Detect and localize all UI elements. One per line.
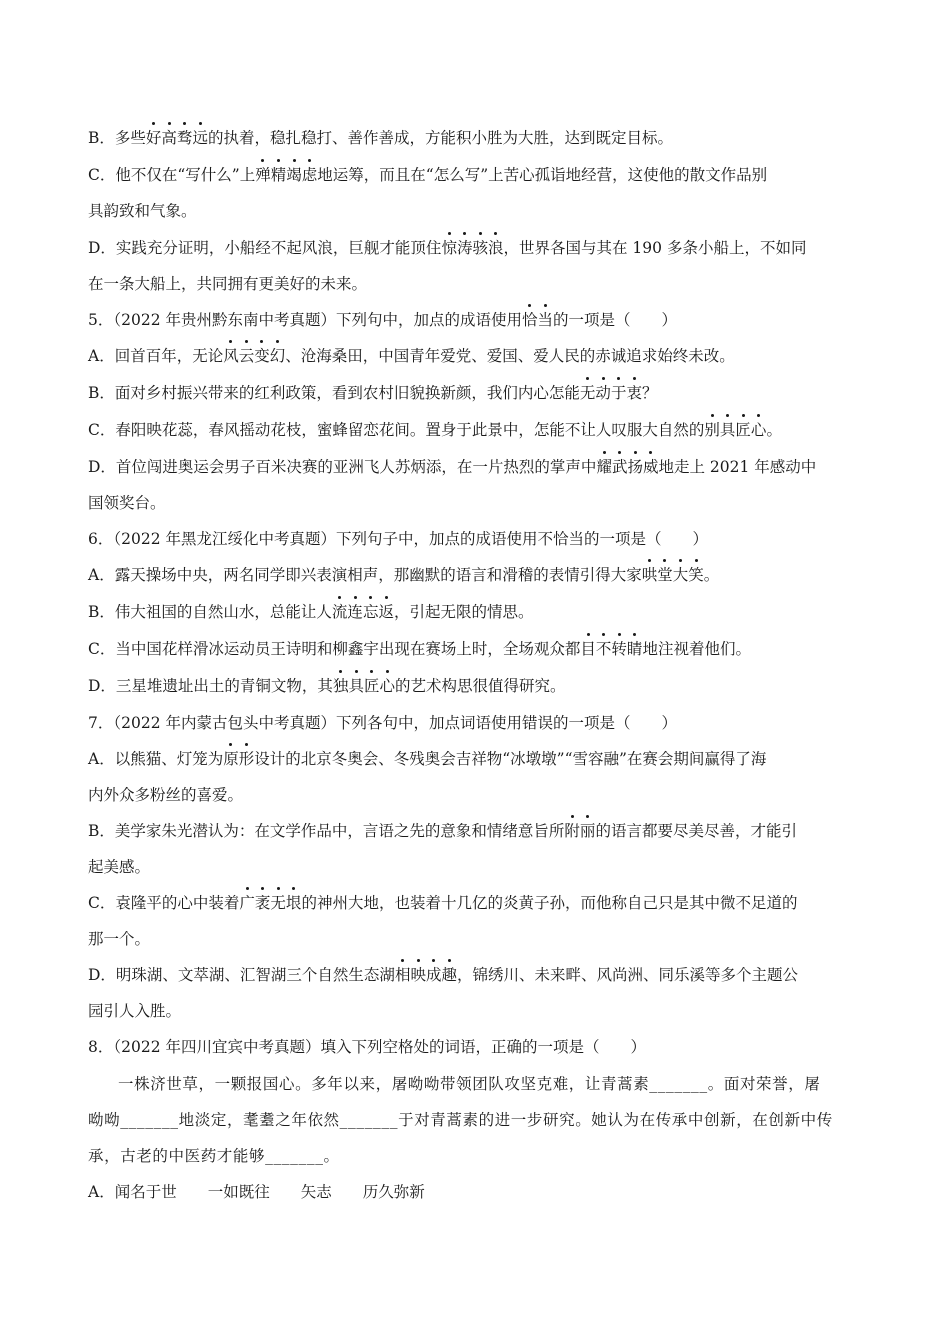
emphasis-char: 涛 (457, 236, 473, 260)
emphasis-char: 形 (239, 747, 255, 771)
marked-term (704, 421, 766, 439)
emphasis-char: 具 (720, 418, 736, 442)
emphasis-char: 不 (596, 637, 612, 661)
q6-option-a[interactable]: A．露天操场中央，两名同学即兴表演相声，那幽默的语言和滑稽的表情引得大家哄堂大笑。 (88, 563, 863, 587)
marked-term (223, 750, 254, 768)
marked-term (441, 239, 503, 257)
q7-option-a-continued: 内外众多粉丝的喜爱。 (88, 786, 244, 804)
q7-stem: 7．（2022 年内蒙古包头中考真题）下列各句中，加点词语使用错误的一项是（ ） (88, 714, 677, 732)
emphasis-char: 幻 (270, 344, 286, 368)
emphasis-char: 动 (595, 381, 611, 405)
q5-stem: 5．（2022 年贵州黔东南中考真题）下列句中，加点的成语使用恰当的一项是（ ） (88, 308, 863, 332)
emphasis-char: 骛 (177, 126, 193, 150)
q6-option-d[interactable]: D．三星堆遗址出土的青铜文物，其独具匠心的艺术构思很值得研究。 (88, 674, 863, 698)
emphasis-char: 当 (538, 308, 554, 332)
marked-term (333, 677, 395, 695)
emphasis-char: 扬 (627, 455, 643, 479)
emphasis-char: 无 (580, 381, 596, 405)
emphasis-char: 远 (192, 126, 208, 150)
emphasis-char: 堂 (657, 563, 673, 587)
q7-option-b[interactable]: B．美学家朱光潜认为：在文学作品中，言语之先的意象和情绪意旨所附丽的语言都要尽美尽善，才能引 (88, 819, 863, 843)
q5-option-c[interactable]: C．春阳映花蕊，春风摇动花枝，蜜蜂留恋花间。置身于此景中，怎能不让人叹服大自然的别具匠心。 (88, 418, 863, 442)
q7-option-b-continued: 起美感。 (88, 858, 151, 876)
emphasis-char: 武 (612, 455, 628, 479)
emphasis-char: 笑 (688, 563, 704, 587)
emphasis-char: 竭 (286, 163, 302, 187)
q5-option-a[interactable]: A．回首百年，无论风云变幻、沧海桑田，中国青年爱党、爱国、爱人民的赤诚追求始终未改。 (88, 344, 863, 368)
q4-option-d-continued: 在一条大船上，共同拥有更美好的未来。 (88, 275, 368, 293)
q5-option-d[interactable]: D．首位闯进奥运会男子百米决赛的亚洲飞人苏炳添，在一片热烈的掌声中耀武扬威地走上 2021 年感动中 (88, 455, 863, 479)
emphasis-char: 流 (332, 600, 348, 624)
emphasis-char: 恰 (522, 308, 538, 332)
emphasis-char: 心 (751, 418, 767, 442)
emphasis-char: 好 (146, 126, 162, 150)
emphasis-char: 匠 (735, 418, 751, 442)
marked-term (522, 311, 553, 329)
emphasis-char: 骇 (472, 236, 488, 260)
q4-option-d[interactable]: D．实践充分证明，小船经不起风浪，巨舰才能顶住惊涛骇浪，世界各国与其在 190 多条小船上，不如同 (88, 236, 863, 260)
emphasis-char: 耀 (596, 455, 612, 479)
marked-term (564, 822, 595, 840)
marked-term (332, 603, 394, 621)
emphasis-char: 成 (426, 963, 442, 987)
emphasis-char: 连 (347, 600, 363, 624)
q6-option-c[interactable]: C．当中国花样滑冰运动员王诗明和柳鑫宇出现在赛场上时，全场观众都目不转睛地注视着他们。 (88, 637, 863, 661)
emphasis-char: 精 (271, 163, 287, 187)
emphasis-char: 哄 (642, 563, 658, 587)
marked-term (223, 347, 285, 365)
emphasis-char: 匠 (364, 674, 380, 698)
emphasis-char: 独 (333, 674, 349, 698)
emphasis-char: 相 (395, 963, 411, 987)
emphasis-char: 云 (239, 344, 255, 368)
q5-option-b[interactable]: B．面对乡村振兴带来的红利政策，看到农村旧貌换新颜，我们内心怎能无动于衷？ (88, 381, 863, 405)
emphasis-char: 衷 (626, 381, 642, 405)
emphasis-char: 虑 (302, 163, 318, 187)
q4-option-c[interactable]: C．他不仅在“写什么”上殚精竭虑地运筹，而且在“怎么写”上苦心孤诣地经营，这使他的散文作品别 (88, 163, 863, 187)
emphasis-char: 具 (348, 674, 364, 698)
q8-passage-line-1: 一株济世草，一颗报国心。多年以来，屠呦呦带领团队攻坚克难，让青蒿素_______。面对荣誉，屠 (118, 1075, 821, 1093)
emphasis-char: 丽 (580, 819, 596, 843)
q7-option-a[interactable]: A．以熊猫、灯笼为原形设计的北京冬奥会、冬残奥会吉祥物“冰墩墩”“雪容融”在赛会期间赢得了海 (88, 747, 863, 771)
emphasis-char: 无 (270, 891, 286, 915)
emphasis-char: 返 (378, 600, 394, 624)
q8-passage-line-2: 呦呦_______地淡定，耄耋之年依然_______于对青蒿素的进一步研究。她认为在传承中创新，在创新中传 (88, 1111, 833, 1129)
emphasis-char: 心 (379, 674, 395, 698)
q8-option-a[interactable]: A．闻名于世 一如既往 矢志 历久弥新 (88, 1183, 425, 1201)
emphasis-char: 高 (161, 126, 177, 150)
marked-term (255, 166, 317, 184)
emphasis-char: 忘 (363, 600, 379, 624)
emphasis-char: 惊 (441, 236, 457, 260)
q7-option-d-continued: 园引人入胜。 (88, 1002, 182, 1020)
marked-term (146, 129, 208, 147)
q6-option-b[interactable]: B．伟大祖国的自然山水，总能让人流连忘返，引起无限的情思。 (88, 600, 863, 624)
q7-option-d[interactable]: D．明珠湖、文萃湖、汇智湖三个自然生态湖相映成趣，锦绣川、未来畔、风尚洲、同乐溪等多个主题公 (88, 963, 863, 987)
q8-stem: 8．（2022 年四川宜宾中考真题）填入下列空格处的词语，正确的一项是（ ） (88, 1038, 646, 1056)
q8-passage-line-3: 承，古老的中医药才能够_______。 (88, 1147, 340, 1165)
emphasis-char: 袤 (255, 891, 271, 915)
marked-term (642, 566, 704, 584)
q7-option-c-continued: 那一个。 (88, 930, 151, 948)
emphasis-char: 于 (611, 381, 627, 405)
emphasis-char: 趣 (441, 963, 457, 987)
q4-option-b[interactable]: B．多些好高骛远的执着，稳扎稳打、善作善成，方能积小胜为大胜，达到既定目标。 (88, 126, 863, 150)
marked-term (580, 640, 642, 658)
emphasis-char: 附 (564, 819, 580, 843)
q4-option-c-continued: 具韵致和气象。 (88, 202, 197, 220)
emphasis-char: 转 (611, 637, 627, 661)
marked-term (596, 458, 658, 476)
emphasis-char: 睛 (627, 637, 643, 661)
emphasis-char: 变 (254, 344, 270, 368)
q5-option-d-continued: 国领奖台。 (88, 494, 166, 512)
marked-term (580, 384, 642, 402)
emphasis-char: 映 (410, 963, 426, 987)
emphasis-char: 浪 (488, 236, 504, 260)
marked-term (395, 966, 457, 984)
emphasis-char: 广 (239, 891, 255, 915)
emphasis-char: 原 (223, 747, 239, 771)
q6-stem: 6．（2022 年黑龙江绥化中考真题）下列句子中，加点的成语使用不恰当的一项是（ ） (88, 530, 708, 548)
marked-term (239, 894, 301, 912)
emphasis-char: 目 (580, 637, 596, 661)
emphasis-char: 垠 (286, 891, 302, 915)
q7-option-c[interactable]: C．袁隆平的心中装着广袤无垠的神州大地，也装着十几亿的炎黄子孙，而他称自己只是其中微不足道的 (88, 891, 863, 915)
emphasis-char: 别 (704, 418, 720, 442)
emphasis-char: 风 (223, 344, 239, 368)
emphasis-char: 大 (673, 563, 689, 587)
emphasis-char: 威 (643, 455, 659, 479)
emphasis-char: 殚 (255, 163, 271, 187)
